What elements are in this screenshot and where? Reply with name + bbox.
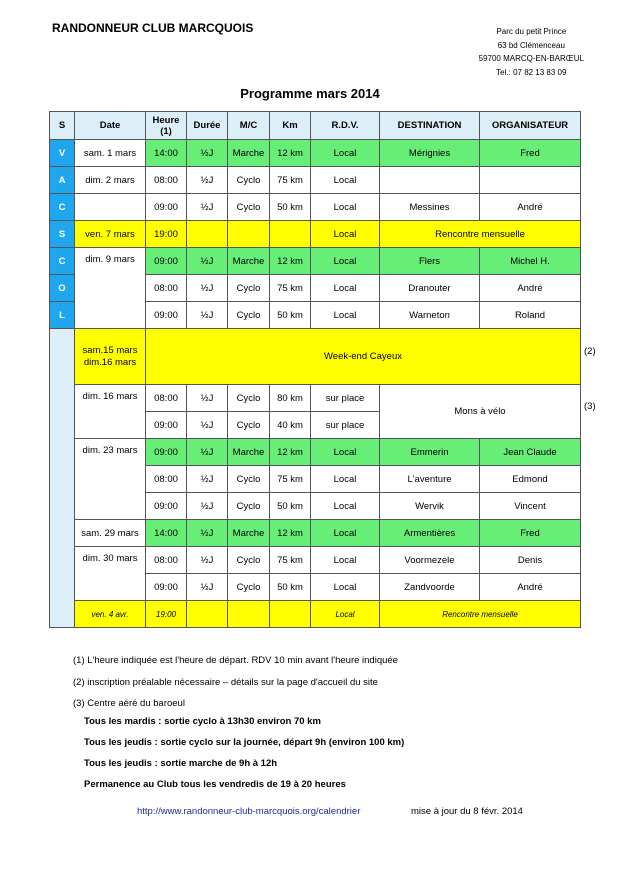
cell-heure: 14:00 [146, 520, 187, 547]
cell-heure: 09:00 [146, 302, 187, 329]
cell-heure: 19:00 [146, 221, 187, 248]
cell-event: Rencontre mensuelle [380, 221, 581, 248]
footnote: (2) inscription préalable nécessaire – détails sur la page d'accueil du site [73, 677, 378, 688]
col-s: S [50, 112, 75, 140]
cell-organisateur: Denis [480, 547, 581, 574]
cell-rdv: Local [311, 439, 380, 466]
cell-km: 50 km [270, 493, 311, 520]
cell-destination: Mérignies [380, 140, 480, 167]
cell-mc [228, 601, 270, 628]
cell-duree: ½J [187, 248, 228, 275]
col-duree: Durée [187, 112, 228, 140]
cell-destination: L'aventure [380, 466, 480, 493]
cell-destination: Flers [380, 248, 480, 275]
col-date: Date [75, 112, 146, 140]
cell-km: 75 km [270, 167, 311, 194]
table-row [50, 140, 581, 167]
cell-mc: Cyclo [228, 385, 270, 412]
cell-km: 12 km [270, 520, 311, 547]
cell-duree: ½J [187, 574, 228, 601]
cell-mc: Cyclo [228, 466, 270, 493]
date-line: dim.16 mars [83, 356, 137, 368]
cell-rdv: Local [311, 194, 380, 221]
cell-km: 75 km [270, 466, 311, 493]
cell-heure: 08:00 [146, 385, 187, 412]
table-row [50, 439, 581, 466]
cell-organisateur: Fred [480, 140, 581, 167]
cell-duree [187, 601, 228, 628]
cell-organisateur: Roland [480, 302, 581, 329]
address-line: 59700 MARCQ-EN-BARŒUL [478, 54, 584, 63]
cell-organisateur: Jean Claude [480, 439, 581, 466]
cell-duree: ½J [187, 493, 228, 520]
cell-destination: Dranouter [380, 275, 480, 302]
cell-rdv: Local [311, 140, 380, 167]
cell-destination: Mons à vélo [380, 385, 581, 439]
cell-km: 50 km [270, 574, 311, 601]
cell-organisateur: Edmond [480, 466, 581, 493]
table-header [50, 112, 581, 140]
vacscol-letter: C [50, 194, 75, 221]
calendar-link[interactable]: http://www.randonneur-club-marcquois.org/calendrier [137, 806, 361, 817]
cell-heure: 08:00 [146, 167, 187, 194]
cell-organisateur: Fred [480, 520, 581, 547]
col-organisateur: ORGANISATEUR [480, 112, 581, 140]
cell-organisateur: André [480, 194, 581, 221]
schedule-note: Tous les jeudis : sortie marche de 9h à 12h [84, 758, 278, 769]
cell-destination: Voormezele [380, 547, 480, 574]
vacscol-letter: S [50, 221, 75, 248]
table-row [50, 248, 581, 275]
cell-heure: 08:00 [146, 547, 187, 574]
cell-rdv: Local [311, 493, 380, 520]
cell-duree: ½J [187, 302, 228, 329]
cell-rdv: Local [311, 466, 380, 493]
cell-mc: Marche [228, 248, 270, 275]
cell-event: Rencontre mensuelle [380, 601, 581, 628]
address-line: 63 bd Clémenceau [497, 40, 565, 50]
cell-date: dim. 2 mars [75, 167, 146, 194]
schedule-note: Tous les jeudis : sortie cyclo sur la journée, départ 9h (environ 100 km) [84, 737, 405, 748]
col-rdv: R.D.V. [311, 112, 380, 140]
cell-event: Week-end Cayeux [146, 329, 581, 385]
cell-rdv: Local [311, 221, 380, 248]
schedule-note: Tous les mardis : sortie cyclo à 13h30 environ 70 km [84, 716, 321, 727]
cell-rdv: Local [311, 167, 380, 194]
cell-km: 75 km [270, 547, 311, 574]
cell-duree [187, 221, 228, 248]
cell-destination [380, 167, 480, 194]
cell-destination: Messines [380, 194, 480, 221]
cell-date: dim. 9 mars [75, 248, 146, 329]
cell-mc [228, 221, 270, 248]
vacscol-letter: O [50, 275, 75, 302]
cell-km: 12 km [270, 248, 311, 275]
cell-km: 50 km [270, 194, 311, 221]
cell-duree: ½J [187, 439, 228, 466]
cell-mc: Cyclo [228, 547, 270, 574]
cell-duree: ½J [187, 520, 228, 547]
cell-km: 12 km [270, 439, 311, 466]
table-row [50, 194, 581, 221]
cell-rdv: sur place [311, 385, 380, 412]
table-row [50, 329, 581, 385]
cell-organisateur: Vincent [480, 493, 581, 520]
cell-duree: ½J [187, 385, 228, 412]
vacscol-letter: L [50, 302, 75, 329]
cell-km: 75 km [270, 275, 311, 302]
cell-mc: Marche [228, 520, 270, 547]
cell-organisateur [480, 167, 581, 194]
table-row [50, 221, 581, 248]
address-line: Tel.: 07 82 13 83 09 [496, 67, 567, 77]
cell-date: dim. 23 mars [75, 439, 146, 520]
cell-organisateur: André [480, 275, 581, 302]
cell-rdv: Local [311, 574, 380, 601]
cell-duree: ½J [187, 547, 228, 574]
cell-heure: 19:00 [146, 601, 187, 628]
cell-heure: 08:00 [146, 275, 187, 302]
vacscol-letter: V [50, 140, 75, 167]
table-row [50, 385, 581, 412]
page-title: Programme mars 2014 [240, 86, 380, 101]
cell-mc: Cyclo [228, 167, 270, 194]
col-mc: M/C [228, 112, 270, 140]
cell-km: 40 km [270, 412, 311, 439]
cell-date: dim. 30 mars [75, 547, 146, 601]
cell-organisateur: André [480, 574, 581, 601]
cell-mc: Cyclo [228, 194, 270, 221]
table-row [50, 520, 581, 547]
programme-table [49, 111, 581, 628]
cell-date: dim. 16 mars [75, 385, 146, 439]
cell-mc: Cyclo [228, 493, 270, 520]
cell-mc: Cyclo [228, 412, 270, 439]
table-row [50, 547, 581, 574]
cell-date: ven. 4 avr. [75, 601, 146, 628]
cell-mc: Marche [228, 439, 270, 466]
cell-heure: 14:00 [146, 140, 187, 167]
cell-heure: 09:00 [146, 439, 187, 466]
cell-duree: ½J [187, 412, 228, 439]
cell-duree: ½J [187, 194, 228, 221]
cell-rdv: Local [311, 520, 380, 547]
cell-date: sam. 1 mars [75, 140, 146, 167]
col-heure: Heure (1) [146, 112, 187, 140]
table-row [50, 167, 581, 194]
cell-destination: Wervik [380, 493, 480, 520]
cell-date [75, 329, 146, 385]
cell-km [270, 221, 311, 248]
cell-rdv: sur place [311, 412, 380, 439]
cell-duree: ½J [187, 466, 228, 493]
cell-km: 80 km [270, 385, 311, 412]
cell-heure: 09:00 [146, 194, 187, 221]
col-km: Km [270, 112, 311, 140]
cell-heure: 09:00 [146, 493, 187, 520]
cell-destination: Warneton [380, 302, 480, 329]
cell-mc: Cyclo [228, 574, 270, 601]
col-destination: DESTINATION [380, 112, 480, 140]
cell-heure: 09:00 [146, 248, 187, 275]
cell-date: ven. 7 mars [75, 221, 146, 248]
footnote: (3) Centre aéré du baroeul [73, 698, 185, 709]
schedule-note: Permanence au Club tous les vendredis de 19 à 20 heures [84, 779, 346, 790]
vacscol-letter: A [50, 167, 75, 194]
cell-rdv: Local [311, 547, 380, 574]
cell-duree: ½J [187, 167, 228, 194]
cell-heure: 09:00 [146, 574, 187, 601]
cell-organisateur: Michel H. [480, 248, 581, 275]
cell-destination: Emmerin [380, 439, 480, 466]
cell-km [270, 601, 311, 628]
date-line: sam.15 mars [82, 344, 138, 356]
footnote-ref: (3) [584, 401, 596, 412]
cell-mc: Marche [228, 140, 270, 167]
cell-rdv: Local [311, 601, 380, 628]
cell-destination: Zandvoorde [380, 574, 480, 601]
update-date: mise à jour du 8 févr. 2014 [411, 806, 523, 817]
footnote-ref: (2) [584, 346, 596, 357]
cell-km: 50 km [270, 302, 311, 329]
cell-duree: ½J [187, 140, 228, 167]
cell-rdv: Local [311, 248, 380, 275]
cell-heure: 08:00 [146, 466, 187, 493]
cell-date [75, 194, 146, 221]
cell-mc: Cyclo [228, 302, 270, 329]
s-cell [50, 329, 75, 628]
address-line: Parc du petit Prince [496, 27, 567, 36]
table-row [50, 601, 581, 628]
cell-km: 12 km [270, 140, 311, 167]
cell-date: sam. 29 mars [75, 520, 146, 547]
club-name: RANDONNEUR CLUB MARCQUOIS [52, 21, 254, 35]
cell-heure: 09:00 [146, 412, 187, 439]
cell-destination: Armentières [380, 520, 480, 547]
club-address [479, 25, 584, 79]
footnote: (1) L'heure indiquée est l'heure de départ. RDV 10 min avant l'heure indiquée [73, 655, 398, 666]
vacscol-letter: C [50, 248, 75, 275]
cell-mc: Cyclo [228, 275, 270, 302]
cell-duree: ½J [187, 275, 228, 302]
cell-rdv: Local [311, 302, 380, 329]
cell-rdv: Local [311, 275, 380, 302]
